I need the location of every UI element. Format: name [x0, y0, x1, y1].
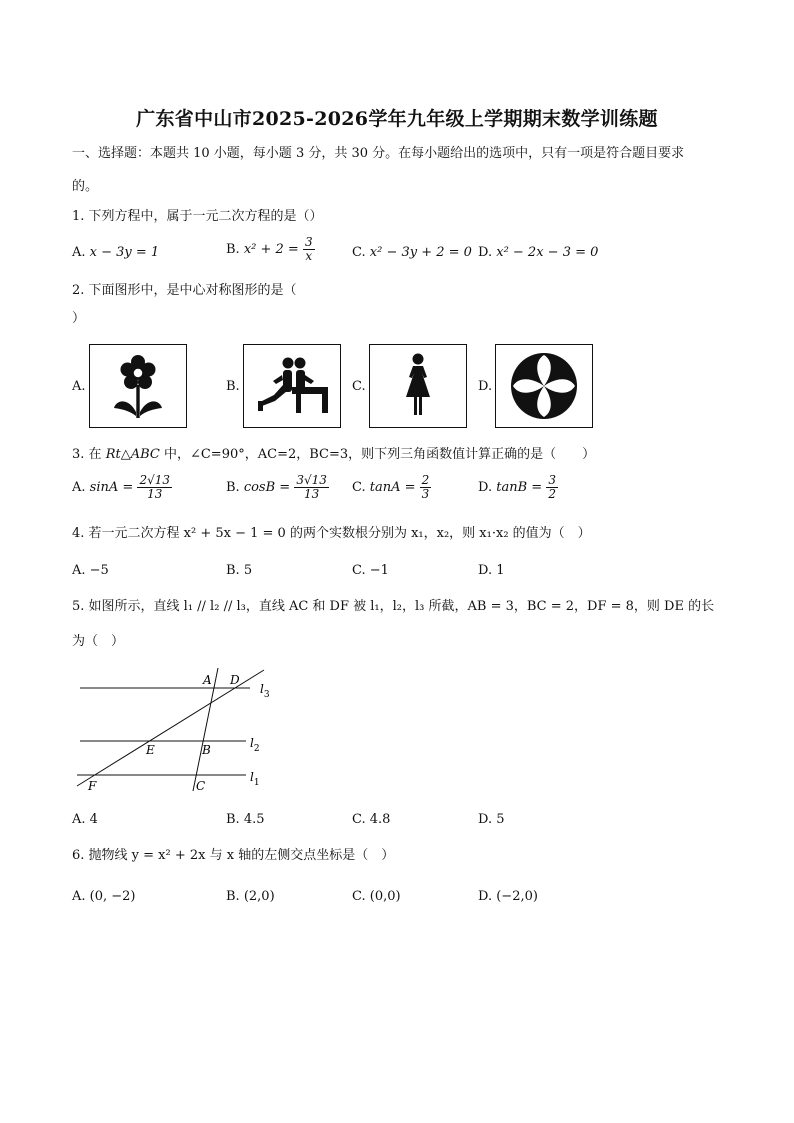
q1-d-label: D.	[478, 245, 493, 260]
q3-c-fraction	[420, 474, 432, 501]
q4-option-a: A. −5	[72, 563, 109, 578]
q3-stem-pre: 3. 在	[72, 447, 102, 462]
q3-a-den: 13	[147, 487, 163, 501]
q1-option-c	[352, 244, 472, 262]
q5-stem-close: 为（ ）	[72, 634, 125, 649]
q1-option-b	[226, 236, 315, 263]
line-df	[77, 670, 264, 786]
q3-d-num: 3	[548, 473, 556, 487]
q6-option-b: B. (2,0)	[226, 889, 275, 904]
section-instructions-line1: 一、选择题：本题共 10 小题，每小题 3 分，共 30 分。在每小题给出的选项中，只有一项是符合题目要求	[72, 146, 685, 161]
q6-option-c: C. (0,0)	[352, 889, 401, 904]
q3-c-fn: tanA =	[369, 480, 416, 495]
q2-figure-d	[495, 344, 593, 428]
point-f-label: F	[88, 779, 97, 793]
q3-a-fraction	[137, 474, 172, 501]
q3-b-fn: cosB =	[243, 480, 291, 495]
l1-sub: 1	[253, 778, 260, 788]
l1-label	[250, 770, 260, 788]
q5-option-a: A. 4	[72, 812, 98, 827]
q3-b-den: 13	[303, 487, 320, 501]
point-d-label: D	[230, 673, 240, 687]
q2-stem-close: ）	[72, 311, 86, 326]
q2-figure-a	[89, 344, 187, 428]
q4-option-c: C. −1	[352, 563, 389, 578]
q3-d-fn: tanB =	[496, 480, 543, 495]
q3-option-d	[478, 474, 558, 501]
q4-option-b: B. 5	[226, 563, 253, 578]
q6-stem: 6. 抛物线 y = x² + 2x 与 x 轴的左侧交点坐标是（ ）	[72, 848, 395, 863]
q4-option-d: D. 1	[478, 563, 505, 578]
q5-option-d: D. 5	[478, 812, 505, 827]
woman-icon	[370, 345, 466, 427]
two-people-sitting-icon	[244, 345, 340, 427]
q5-option-c: C. 4.8	[352, 812, 391, 827]
q1-d-expr: x² − 2x − 3 = 0	[496, 245, 599, 260]
q1-b-fraction	[303, 236, 315, 263]
l2-sub: 2	[253, 744, 260, 754]
q1-b-den: x	[305, 249, 313, 263]
q5-option-b: B. 4.5	[226, 812, 265, 827]
point-a-label: A	[203, 673, 212, 687]
l2-label	[250, 736, 260, 754]
q4-stem: 4. 若一元二次方程 x² + 5x − 1 = 0 的两个实数根分别为 x₁，x₂，则 x₁·x₂ 的值为（ ）	[72, 526, 591, 541]
q2-c-label: C.	[352, 379, 366, 394]
q3-d-label: D.	[478, 480, 493, 495]
l2-letter: l	[250, 736, 254, 750]
q1-a-label: A.	[72, 245, 86, 260]
q2-figure-b	[243, 344, 341, 428]
q1-c-expr: x² − 3y + 2 = 0	[369, 245, 472, 260]
four-petal-circle-icon	[496, 345, 592, 427]
q3-d-den: 2	[548, 487, 556, 501]
page-title: 广东省中山市2025-2026学年九年级上学期期末数学训练题	[136, 108, 658, 130]
q1-stem: 1. 下列方程中，属于一元二次方程的是（）	[72, 209, 323, 224]
q1-a-expr: x − 3y = 1	[89, 245, 160, 260]
q2-stem: 2. 下面图形中，是中心对称图形的是（	[72, 283, 297, 298]
l3-letter: l	[260, 682, 264, 696]
q6-option-d: D. (−2,0)	[478, 889, 538, 904]
q1-b-label: B.	[226, 242, 240, 257]
l3-sub: 3	[263, 690, 270, 700]
q1-option-d	[478, 244, 598, 262]
q3-a-fn: sinA =	[89, 480, 134, 495]
q3-stem-rest: 中，∠C=90°，AC=2，BC=3，则下列三角函数值计算正确的是（ ）	[163, 447, 596, 462]
q5-stem: 5. 如图所示，直线 l₁ // l₂ // l₃，直线 AC 和 DF 被 l₁，l₂，l₃ 所截，AB = 3，BC = 2，DF = 8，则 DE 的长	[72, 599, 715, 614]
q3-b-fraction	[294, 474, 329, 501]
q3-a-num: 2√13	[139, 473, 170, 487]
q6-option-a: A. (0, −2)	[72, 889, 136, 904]
q3-a-label: A.	[72, 480, 86, 495]
l1-letter: l	[250, 770, 254, 784]
q1-c-label: C.	[352, 245, 366, 260]
q3-c-label: C.	[352, 480, 366, 495]
q3-c-den: 3	[421, 487, 430, 501]
l3-label	[260, 682, 270, 700]
q3-c-num: 2	[421, 473, 430, 487]
q3-b-label: B.	[226, 480, 240, 495]
q2-d-label: D.	[478, 379, 493, 394]
q1-option-a	[72, 244, 159, 262]
q3-stem	[72, 446, 595, 464]
q5-figure	[72, 664, 282, 796]
q2-a-label: A.	[72, 379, 86, 394]
q2-b-label: B.	[226, 379, 240, 394]
q1-b-num: 3	[304, 235, 313, 249]
flower-icon	[90, 345, 186, 427]
point-b-label: B	[202, 743, 211, 757]
q3-option-a	[72, 474, 172, 501]
point-e-label: E	[146, 743, 155, 757]
q3-stem-triangle: Rt△ABC	[105, 447, 160, 462]
q3-option-b	[226, 474, 329, 501]
q2-figure-c	[369, 344, 467, 428]
q3-b-num: 3√13	[296, 473, 327, 487]
q3-option-c	[352, 474, 431, 501]
q3-d-fraction	[546, 474, 558, 501]
q1-b-left: x² + 2 =	[243, 242, 299, 257]
section-instructions-line2: 的。	[72, 179, 99, 194]
point-c-label: C	[196, 779, 206, 793]
